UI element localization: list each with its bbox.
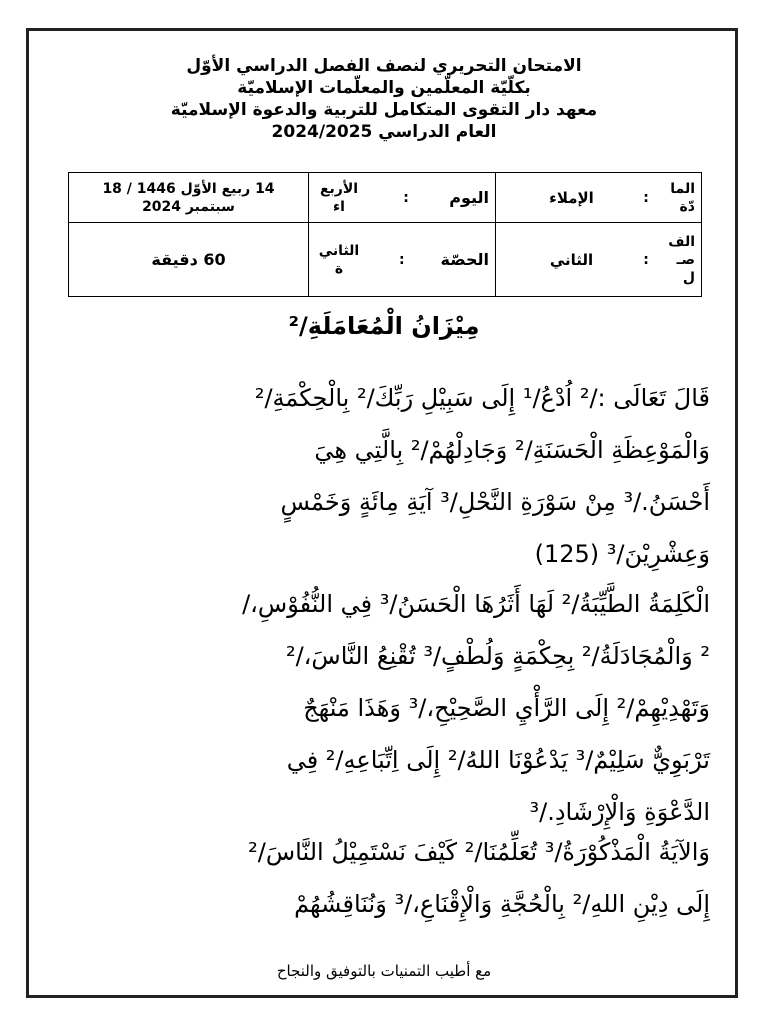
day-value: الأربع اء (319, 180, 359, 215)
day-label: اليوم (449, 188, 489, 207)
day-cell (309, 173, 496, 223)
colon: : (398, 251, 405, 268)
header-line-4: العام الدراسي 2024/2025 (271, 122, 497, 142)
exam-header (40, 55, 728, 143)
date-cell (69, 173, 309, 223)
class-cell (496, 223, 702, 297)
text-line: تَرْبَوِيٌّ سَلِيْمٌ/³ يَدْعُوْنَا اللهُ/² إِلَى اِتِّبَاعِهِ/² فِي (286, 746, 710, 774)
passage-title: مِيْزَانُ الْمُعَامَلَةِ/² (288, 312, 480, 340)
text-line: قَالَ تَعَالَى :/² اُدْعُ/¹ إِلَى سَبِيْلِ رَبِّكَ/² بِالْحِكْمَةِ/² (254, 384, 710, 412)
paragraph-2 (70, 578, 710, 838)
text-line: أَحْسَنُ./³ مِنْ سَوْرَةِ النَّحْلِ/³ آيَةِ مِائَةٍ وَخَمْسٍ (280, 488, 710, 516)
paragraph-3 (70, 826, 710, 930)
period-label: الحصّة (440, 250, 489, 269)
class-value: الثاني (549, 250, 594, 269)
text-line: وَتَهْدِيْهِمْ/² إِلَى الرَّأْيِ الصَّحِيْحِ،/³ وَهَذَا مَنْهَجٌ (303, 694, 710, 722)
colon: : (403, 189, 409, 206)
text-line: وَعِشْرِيْنَ/³ (125) (534, 540, 710, 568)
text-line: الدَّعْوَةِ وَالْإِرْشَادِ./³ (529, 798, 710, 826)
period-value: الثاني ة (318, 242, 360, 277)
header-line-1: الامتحان التحريري لنصف الفصل الدراسي الأوّل (186, 56, 582, 76)
text-line: الْكَلِمَةُ الطَّيِّبَةُ/² لَهَا أَثَرُهَا الْحَسَنُ/³ فِي النُّفُوْسِ،/ (242, 590, 710, 618)
duration-cell (69, 223, 309, 297)
duration-value: 60 دقيقة (151, 250, 226, 269)
exam-info-table (68, 172, 702, 297)
text-line: إِلَى دِيْنِ اللهِ/² بِالْحُجَّةِ وَالْإِقْنَاعِ،/³ وَنُنَاقِشُهُمْ (294, 890, 710, 918)
paragraph-1 (70, 372, 710, 580)
period-cell (309, 223, 496, 297)
text-line: وَالآيَةُ الْمَذْكُوْرَةُ/³ تُعَلِّمُنَا/² كَيْفَ نَسْتَمِيْلُ النَّاسَ/² (248, 838, 710, 866)
colon: : (643, 189, 649, 206)
text-line: وَالْمَوْعِظَةِ الْحَسَنَةِ/² وَجَادِلْهُمْ/² بِالَّتِي هِيَ (314, 436, 710, 464)
subject-value: الإملاء (549, 188, 594, 207)
text-line: ² وَالْمُجَادَلَةُ/² بِحِكْمَةٍ وَلُطْفٍ/³ تُقْنِعُ النَّاسَ،/² (285, 642, 710, 670)
header-line-3: معهد دار التقوى المتكامل للتربية والدعوة الإسلاميّة (170, 100, 598, 120)
date-value: 14 ربيع الأوّل 1446 / 18 سبتمبر 2024 (102, 180, 275, 215)
footer-wishes: مع أطيب التمنيات بالتوفيق والنجاح (276, 962, 492, 980)
colon: : (643, 251, 649, 268)
subject-label: الما دّة (670, 180, 695, 215)
header-line-2: بكلّيّة المعلّمين والمعلّمات الإسلاميّة (237, 78, 531, 98)
class-label: الف صـ ل (668, 233, 695, 286)
subject-cell (496, 173, 702, 223)
